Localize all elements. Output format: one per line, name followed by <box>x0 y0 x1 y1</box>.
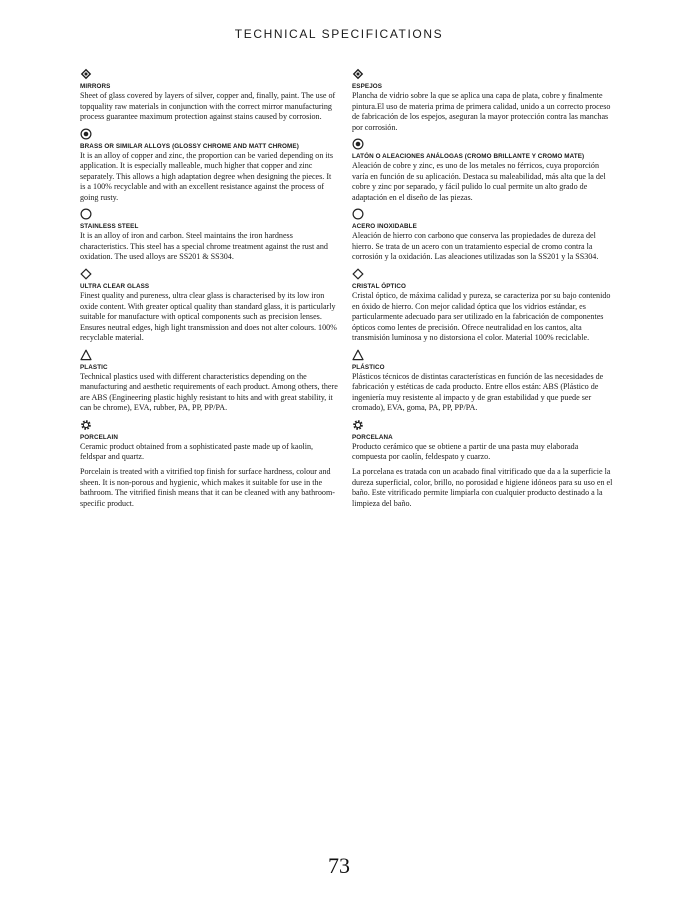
section-text: Porcelain is treated with a vitrified top finish for surface hardness, colour and sheen. It is non-porous and hygienic, which makes it suitable for use in the bathroom. The vitrified finish means that it can be cleaned with any bathroom-specific product. <box>80 467 335 508</box>
circle-icon <box>80 208 338 220</box>
section-text: Technical plastics used with different characteristics depending on the manufacturing and aesthetic requirements of each product. Among others, there are ABS (Engineering plastic highly resistant to hits and with great stability, it can be chrome), EVA, rubber, PA, PP, PP/PA. <box>80 371 338 413</box>
spanish-column <box>352 68 614 514</box>
spec-section-plastico <box>352 349 614 414</box>
section-heading: ACERO INOXIDABLE <box>352 223 417 231</box>
dotted-circle-icon <box>80 128 338 140</box>
gear-icon <box>80 419 338 431</box>
spec-section-laton <box>352 138 614 203</box>
section-text: It is an alloy of iron and carbon. Steel maintains the iron hardness characteristics. This steel has a special chrome treatment against the rust and oxidation. The used alloys are SS201 & SS304. <box>80 231 328 262</box>
section-heading: LATÓN O ALEACIONES ANÁLOGAS (CROMO BRILLANTE Y CROMO MATE) <box>352 153 585 161</box>
section-text: La porcelana es tratada con un acabado final vitrificado que da a la superficie la dureza superficial, color, brillo, no porosidad e higiene idóneos para su uso en el baño. Este vitrificado permite limpiarla con cualquier producto destinado a la limpieza del baño. <box>352 467 613 508</box>
spec-section-acero-inoxidable <box>352 208 614 263</box>
section-text: Plancha de vidrio sobre la que se aplica una capa de plata, cobre y finalmente pintura.El uso de materia prima de primera calidad, unido a un correcto proceso de fabricación de los espejos, aseguran la mayor protección contra las manchas por corrosión. <box>352 91 611 132</box>
spec-section-espejos <box>352 68 614 133</box>
diamond-outline-icon <box>80 268 338 280</box>
spec-section-mirrors <box>80 68 338 123</box>
section-text: Sheet of glass covered by layers of silver, copper and, finally, paint. The use of topquality raw materials in conjunction with the correct mirror manufacturing process guarantee maximum protection against stains caused by corrosion. <box>80 91 336 122</box>
diamond-outline-icon <box>352 268 614 280</box>
section-text: Ceramic product obtained from a sophisticated paste made up of kaolin, feldspar and quartz. <box>80 441 314 462</box>
spec-section-cristal-optico <box>352 268 614 344</box>
section-heading: PLASTIC <box>80 363 108 371</box>
spec-section-ultra-clear-glass <box>80 268 338 344</box>
section-text: Aleación de hierro con carbono que conserva las propiedades de dureza del hierro. Se trata de un acero con un tratamiento especial de cromo contra la corrosión y la oxidación. Las aleaciones utilizadas son la SS201 y la SS304. <box>352 231 599 262</box>
english-column <box>80 68 338 514</box>
page-number: 73 <box>328 853 350 878</box>
section-text: Cristal óptico, de máxima calidad y pureza, se caracteriza por su bajo contenido en óxido de hierro. Con mejor calidad óptica que los vidrios estándar, es particularmente adecuado para ser utilizado en la fabricación de componentes ópticos como lentes de precisión. Ofrece neutralidad en los cantos, alta transmisión luminosa y no distorsiona el color. Material 100% reciclable. <box>352 291 611 343</box>
section-heading: ULTRA CLEAR GLASS <box>80 283 150 291</box>
section-text: Producto cerámico que se obtiene a partir de una pasta muy elaborada compuesta por caolín, feldespato y cuarzo. <box>352 441 579 462</box>
spec-section-plastic <box>80 349 338 414</box>
triangle-outline-icon <box>80 349 338 361</box>
section-heading: PLÁSTICO <box>352 363 385 371</box>
section-text: Aleación de cobre y zinc, es uno de los metales no férricos, cuya proporción varía en función de su aplicación. Destaca su maleabilidad, más alta que la del cobre y zinc por separado, y fácil pulido lo cual permite un alto grado de adaptación en el diseño de las piezas. <box>352 161 606 202</box>
section-heading: MIRRORS <box>80 83 111 90</box>
spec-section-porcelana <box>352 419 614 509</box>
spec-section-brass <box>80 128 338 204</box>
spec-section-stainless-steel <box>80 208 338 263</box>
section-text: It is an alloy of copper and zinc, the proportion can be varied depending on its application. It is especially malleable, much higher that copper and zinc separately. This allows a high adaptation degree when designing the pieces. It is a 100% recyclable and with an excellent resistance against the process of going rusty. <box>80 150 334 202</box>
section-heading: PORCELAIN <box>80 433 118 441</box>
section-text: Plásticos técnicos de distintas características en función de las necesidades de fabricación y estéticas de cada producto. Entre ellos están: ABS (Plástico de ingeniería muy resistente al impacto y de gran estabilidad y que puede ser cromado), EVA, goma, PA, PP, PP/PA. <box>352 371 604 413</box>
circle-icon <box>352 208 614 220</box>
dotted-circle-icon <box>352 138 614 150</box>
section-heading: ESPEJOS <box>352 83 383 90</box>
section-heading: STAINLESS STEEL <box>80 223 139 231</box>
section-heading: CRISTAL ÓPTICO <box>352 283 406 291</box>
section-heading: PORCELANA <box>352 433 393 441</box>
gear-icon <box>352 419 614 431</box>
spec-section-porcelain <box>80 419 338 509</box>
filled-diamond-icon <box>352 68 614 80</box>
section-heading: BRASS OR SIMILAR ALLOYS (GLOSSY CHROME AND MATT CHROME) <box>80 142 299 150</box>
section-text: Finest quality and pureness, ultra clear glass is characterised by its low iron oxide content. With greater optical quality than standard glass, it is particularly suitable for manufacture with optical components such as precision lenses. Ensures neutral edges, high light transmission and does not alter colours. 100% recyclable material. <box>80 291 337 343</box>
page-title: TECHNICAL SPECIFICATIONS <box>234 27 444 41</box>
filled-diamond-icon <box>80 68 338 80</box>
triangle-outline-icon <box>352 349 614 361</box>
